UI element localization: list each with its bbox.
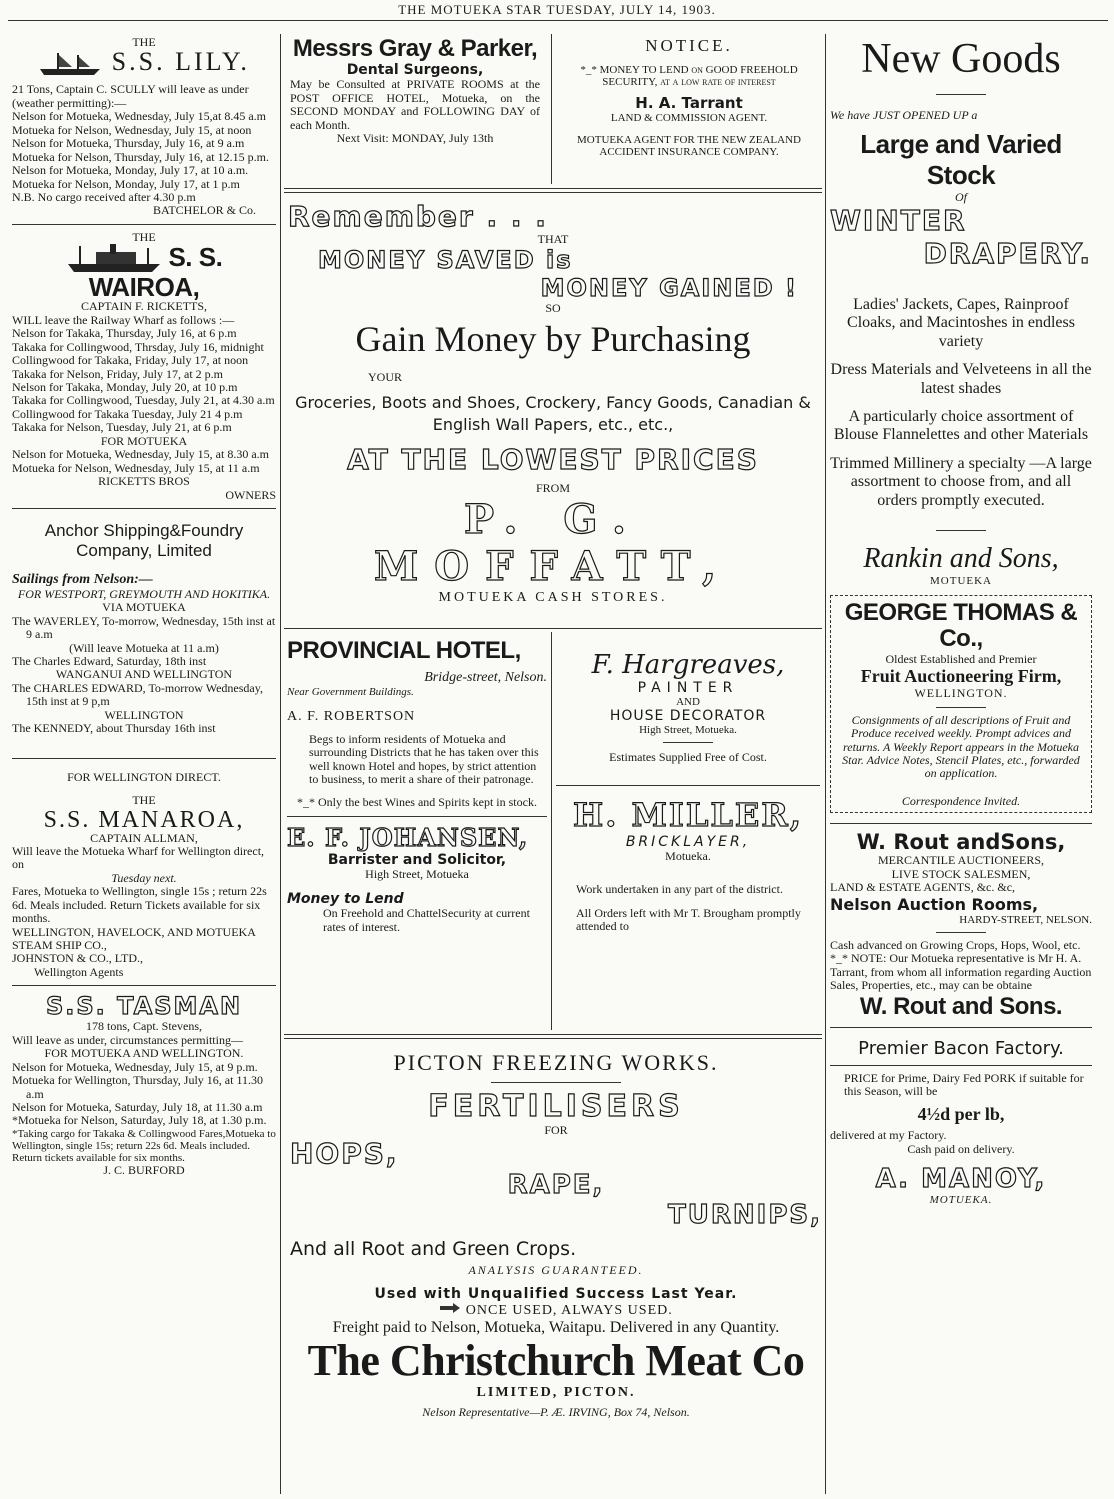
johansen-role: Barrister and Solicitor, <box>327 851 507 868</box>
wairoa-line: Takaka for Collingwood, Tuesday, July 21, at 4.30 a.m <box>12 393 275 408</box>
wairoa-owners: OWNERS <box>225 487 276 502</box>
lily-line: Motueka for Nelson, Thursday, July 16, at 12.15 p.m. <box>12 149 269 164</box>
rout-name: W. Rout andSons, <box>856 830 1066 855</box>
tasman-ad <box>12 992 276 1177</box>
newgoods-winter: WINTER <box>830 204 967 238</box>
george-thomas-ad <box>830 595 1092 813</box>
anchor-ad <box>12 521 276 736</box>
divider <box>830 1027 1092 1028</box>
tasman-tons: 178 tons, Capt. Stevens, <box>86 1019 202 1034</box>
lily-line: Nelson for Motueka, Wednesday, July 15,at 8.45 a.m <box>12 109 266 124</box>
wairoa-line: Collingwood for Takaka Tuesday, July 21 4 p.m <box>12 406 243 421</box>
bacon-cash: Cash paid on delivery. <box>907 1141 1015 1156</box>
divider <box>936 530 986 531</box>
picton-turnips: TURNIPS, <box>668 1200 822 1231</box>
lily-note: N.B. No cargo received after 4.30 p.m <box>12 189 196 204</box>
miller-work: Work undertaken in any part of the district. <box>576 882 783 897</box>
tasman-for: FOR MOTUEKA AND WELLINGTON. <box>44 1046 244 1061</box>
column-rule <box>551 632 552 1030</box>
lily-title <box>12 49 276 77</box>
wairoa-line: Takaka for Collingwood, Thrsday, July 16, midnight <box>12 339 264 354</box>
newgoods-blouse: A particularly choice assortment of Blouse Flannelettes and other Materials <box>833 408 1089 444</box>
anchor-sailings: Sailings from Nelson:— <box>12 571 153 587</box>
miller-place: Motueka. <box>665 848 711 863</box>
thomas-firm: Fruit Auctioneering Firm, <box>860 666 1062 687</box>
anchor-line: WELLINGTON <box>104 707 184 722</box>
moffatt-goods: Groceries, Boots and Shoes, Crockery, Fancy Goods, Canadian & English Wall Papers, etc., etc., <box>295 393 811 434</box>
gray-body: May be Consulted at PRIVATE ROOMS at the POST OFFICE HOTEL, Motueka, on the SECOND MONDAY and FOLLOWING DAY of each Month. <box>290 77 540 132</box>
section-rule <box>284 192 822 193</box>
tasman-name: S.S. TASMAN <box>45 992 243 1021</box>
rout-cash: Cash advanced on Growing Crops, Hops, Wool, etc. <box>830 937 1081 952</box>
provincial-body: Begs to inform residents of Motueka and surrounding Districts that he has taken over this well known Hotel and hopes, by strict attention to business, to merit a share of their patronage. <box>309 731 539 786</box>
tasman-note: *Taking cargo for Takaka & Collingwood Fares,Motueka to Wellington, single 15s; return 22s 6d. Meals included. Return tickets available for six months. <box>12 1127 276 1165</box>
picton-title: PICTON FREEZING WORKS. <box>393 1050 719 1075</box>
notice-ad <box>556 36 822 158</box>
gray-title: Messrs Gray & Parker, <box>292 35 538 62</box>
new-goods-ad <box>830 36 1092 587</box>
picton-freight: Freight paid to Nelson, Motueka, Waitapu. Delivered in any Quantity. <box>332 1319 780 1337</box>
johansen-address: High Street, Motueka <box>365 866 469 881</box>
johansen-lend: Money to Lend <box>287 891 404 908</box>
bacon-rate: 4½d per lb, <box>917 1104 1005 1125</box>
moffatt-stores: MOTUEKA CASH STORES. <box>438 589 668 605</box>
lily-ad <box>12 36 276 218</box>
moffatt-from: FROM <box>535 481 570 496</box>
wairoa-name: S. S. WAIROA, <box>88 242 223 303</box>
moffatt-remember: Remember . . . <box>288 200 548 233</box>
wairoa-line: Nelson for Takaka, Monday, July 20, at 10 p.m <box>12 380 238 395</box>
picton-once-text: ONCE USED, ALWAYS USED. <box>465 1302 673 1318</box>
divider <box>936 707 986 708</box>
picton-analysis: ANALYSIS GUARANTEED. <box>468 1263 644 1278</box>
wairoa-intro: WILL leave the Railway Wharf as follows :— <box>12 312 235 327</box>
johansen-body: On Freehold and ChattelSecurity at current rates of interest. <box>323 906 530 934</box>
thomas-city: WELLINGTON. <box>914 686 1008 701</box>
wairoa-title <box>12 242 276 303</box>
steamship-icon <box>66 244 162 274</box>
picton-fertilisers: FERTILISERS <box>428 1089 684 1124</box>
newgoods-of: Of <box>955 189 967 204</box>
bacon-factory-ad <box>830 1038 1092 1207</box>
divider <box>936 94 986 95</box>
wairoa-line: Collingwood for Takaka, Friday, July 17, at noon <box>12 353 249 368</box>
newgoods-opened: We have JUST OPENED UP a <box>830 108 978 123</box>
hargreaves-name: F. Hargreaves, <box>591 650 785 680</box>
section-rule <box>284 628 822 629</box>
hargreaves-painter: PAINTER <box>637 680 739 696</box>
rankin-place: MOTUEKA <box>930 574 992 587</box>
page-header: THE MOTUEKA STAR TUESDAY, JULY 14, 1903. <box>398 2 716 17</box>
wairoa-line: Takaka for Nelson, Friday, July 17, at 2 p.m <box>12 366 224 381</box>
manaroa-agents: Wellington Agents <box>34 964 124 979</box>
thomas-oldest: Oldest Established and Premier <box>885 651 1037 666</box>
rout-auctioneers: MERCANTILE AUCTIONEERS, <box>878 853 1044 868</box>
divider <box>491 1082 621 1083</box>
wairoa-the: THE <box>132 229 156 244</box>
moffatt-name: P. G. MOFFATT, <box>373 495 733 590</box>
column-rule <box>551 34 552 184</box>
moffatt-saved: MONEY SAVED is <box>318 246 573 275</box>
column-rule <box>280 34 281 1494</box>
tasman-intro: Will leave as under, circumstances permitting— <box>12 1032 243 1047</box>
tasman-signature: J. C. BURFORD <box>103 1163 185 1178</box>
lily-signature: BATCHELOR & Co. <box>152 203 256 218</box>
miller-name: H. MILLER, <box>572 795 804 834</box>
thomas-name: GEORGE THOMAS & Co., <box>844 599 1078 653</box>
thomas-body: Consignments of all descriptions of Fruit and Produce received weekly. Prompt advices and returns. A Weekly Report appears in the Motueka Star. Advice Notes, Stencil Plates, etc., forwarded on application. <box>842 712 1080 781</box>
moffatt-that: THAT <box>537 232 569 246</box>
miller-ad <box>556 796 820 934</box>
manaroa-agents: WELLINGTON, HAVELOCK, AND MOTUEKA STEAM SHIP CO., <box>12 924 256 953</box>
rout-rooms: Nelson Auction Rooms, <box>830 894 1039 914</box>
bacon-title: Premier Bacon Factory. <box>858 1037 1064 1059</box>
provincial-near: Near Government Buildings. <box>287 686 414 699</box>
notice-agent: MOTUEKA AGENT FOR THE NEW ZEALAND ACCIDENT INSURANCE COMPANY. <box>577 134 801 159</box>
tasman-line: Nelson for Motueka, Wednesday, July 15, at 9 p.m. <box>12 1059 258 1074</box>
miller-orders: All Orders left with Mr T. Brougham promptly attended to <box>576 905 801 934</box>
provincial-proprietor: A. F. ROBERTSON <box>287 708 416 724</box>
picton-ad <box>290 1050 822 1419</box>
newgoods-stock: Large and Varied Stock <box>860 128 1062 190</box>
moffatt-your: YOUR <box>368 369 403 384</box>
picton-for: FOR <box>544 1123 568 1137</box>
manaroa-ad <box>12 771 276 980</box>
manaroa-intro: Will leave the Motueka Wharf for Wellington direct, on <box>12 843 265 872</box>
provincial-hotel-ad <box>287 638 547 934</box>
rout-ad <box>830 830 1092 1020</box>
bacon-owner: A. MANOY, <box>875 1164 1047 1195</box>
wairoa-captain: CAPTAIN F. RICKETTS, <box>80 299 208 314</box>
gray-next-visit: Next Visit: MONDAY, July 13th <box>336 131 494 146</box>
tasman-line: Motueka for Wellington, Thursday, July 16, at 11.30 a.m <box>12 1073 264 1101</box>
anchor-line: (Will leave Motueka at 11 a.m) <box>69 640 219 655</box>
section-rule <box>284 188 822 189</box>
rout-street: HARDY-STREET, NELSON. <box>959 913 1092 926</box>
moffatt-gained: MONEY GAINED ! <box>540 274 798 303</box>
rout-salesmen: LIVE STOCK SALESMEN, <box>891 866 1031 881</box>
manaroa-when: Tuesday next. <box>111 870 177 885</box>
picton-hops: HOPS, <box>290 1137 399 1171</box>
lily-the: THE <box>132 35 156 49</box>
lily-name: S.S. LILY. <box>111 47 250 77</box>
wairoa-line: Motueka for Nelson, Wednesday, July 15, at 11 a.m <box>12 460 260 475</box>
column-1 <box>12 36 276 1178</box>
divider <box>936 932 986 933</box>
notice-money: *_* MONEY TO LEND on GOOD FREEHOLD SECURITY, at a low rate of interest <box>580 64 798 89</box>
lily-line: Nelson for Motueka, Monday, July 17, at 10 a.m. <box>12 163 249 178</box>
divider <box>12 224 276 225</box>
picton-limited: LIMITED, PICTON. <box>476 1385 636 1401</box>
hargreaves-house: HOUSE DECORATOR <box>609 708 767 725</box>
rout-agents: LAND & ESTATE AGENTS, &c. &c, <box>830 880 1016 895</box>
pointing-hand-icon <box>439 1302 461 1314</box>
notice-role: LAND & COMMISSION AGENT. <box>610 112 768 125</box>
divider <box>830 823 1092 824</box>
manaroa-agents: JOHNSTON & CO., LTD., <box>12 951 144 966</box>
newgoods-dress: Dress Materials and Velveteens in all the latest shades <box>830 361 1092 397</box>
manaroa-captain: CAPTAIN ALLMAN, <box>90 830 198 845</box>
divider <box>830 1065 1092 1066</box>
manaroa-name: S.S. MANAROA, <box>43 806 245 833</box>
picton-company: The Christchurch Meat Co <box>307 1336 805 1386</box>
newgoods-millinery: Trimmed Millinery a specialty —A large assortment to choose from, and all orders promptly executed. <box>830 454 1092 509</box>
rankin-name: Rankin and Sons, <box>863 542 1059 574</box>
moffatt-lowest: AT THE LOWEST PRICES <box>347 443 759 477</box>
anchor-line: WANGANUI AND WELLINGTON <box>55 667 233 682</box>
anchor-line: The WAVERLEY, To-morrow, Wednesday, 15th inst at 9 a.m <box>12 613 276 642</box>
bacon-price: PRICE for Prime, Dairy Fed PORK if suitable for this Season, will be <box>844 1070 1084 1098</box>
moffatt-so: SO <box>545 301 561 316</box>
hargreaves-address: High Street, Motueka. <box>639 724 737 737</box>
newgoods-drapery: DRAPERY. <box>923 237 1092 271</box>
manaroa-direct: FOR WELLINGTON DIRECT. <box>67 769 221 784</box>
anchor-line: The KENNEDY, about Thursday 16th inst <box>12 721 216 736</box>
tasman-line: Nelson for Motueka, Saturday, July 18, at 11.30 a.m <box>12 1099 263 1114</box>
notice-name: H. A. Tarrant <box>635 94 743 113</box>
divider <box>12 508 276 509</box>
wairoa-for-motueka: FOR MOTUEKA <box>100 433 188 448</box>
hargreaves-estimates: Estimates Supplied Free of Cost. <box>609 750 767 765</box>
anchor-line: The Charles Edward, Saturday, 18th inst <box>12 654 207 669</box>
wairoa-ad <box>12 231 276 502</box>
anchor-line: The CHARLES EDWARD, To-morrow Wednesday, 15th inst at 9 p,m <box>12 680 263 709</box>
lily-line: Motueka for Nelson, Monday, July 17, at 1 p.m <box>12 176 240 191</box>
wairoa-signature: RICKETTS BROS <box>98 474 190 489</box>
hargreaves-ad <box>556 650 820 934</box>
column-4 <box>830 36 1092 1206</box>
picton-used: Used with Unqualified Success Last Year. <box>374 1285 738 1302</box>
bacon-delivered: delivered at my Factory. <box>830 1128 947 1143</box>
manaroa-the: THE <box>132 793 156 808</box>
rout-note: *_* NOTE: Our Motueka representative is Mr H. A. Tarrant, from whom all information regarding Auction Sales, Properties, etc., may can be obtaine <box>830 951 1092 993</box>
provincial-title: PROVINCIAL HOTEL, <box>287 637 521 664</box>
newgoods-title: New Goods <box>861 36 1061 82</box>
manaroa-fares: Fares, Motueka to Wellington, single 15s ; return 22s 6d. Meals included. Return Tickets available for six months. <box>12 884 267 926</box>
anchor-via: VIA MOTUEKA <box>102 600 186 615</box>
rout-signature: W. Rout and Sons. <box>859 992 1063 1020</box>
provincial-wines: *_* Only the best Wines and Spirits kept in stock. <box>297 795 537 810</box>
divider <box>12 758 276 759</box>
miller-role: BRICKLAYER, <box>625 833 751 850</box>
anchor-title: Anchor Shipping&Foundry Company, Limited <box>44 520 244 561</box>
tasman-line: *Motueka for Nelson, Saturday, July 18, at 1.30 p.m. <box>12 1113 267 1128</box>
moffatt-gain: Gain Money by Purchasing <box>355 318 751 359</box>
wairoa-line: Takaka for Nelson, Tuesday, July 21, at 6 p.m <box>12 420 232 435</box>
picton-once <box>290 1302 822 1319</box>
picton-crops: And all Root and Green Crops. <box>290 1238 577 1261</box>
anchor-destinations: FOR WESTPORT, GREYMOUTH AND HOKITIKA. <box>17 586 271 601</box>
divider <box>12 985 276 986</box>
section-rule <box>284 1038 822 1039</box>
wairoa-line: Nelson for Takaka, Thursday, July 16, at 6 p.m <box>12 326 237 341</box>
lily-line: Motueka for Nelson, Wednesday, July 15, at noon <box>12 122 252 137</box>
notice-title: NOTICE. <box>645 36 733 55</box>
gray-parker-ad <box>284 36 546 146</box>
ship-icon <box>38 51 102 77</box>
picton-rape: RAPE, <box>507 1170 605 1201</box>
provincial-street: Bridge-street, Nelson. <box>424 670 547 686</box>
picton-representative: Nelson Representative—P. Æ. IRVING, Box 74, Nelson. <box>422 1404 690 1419</box>
gray-subtitle: Dental Surgeons, <box>346 62 484 79</box>
divider <box>287 816 547 817</box>
newgoods-jackets: Ladies' Jackets, Capes, Rainproof Cloaks, and Macintoshes in endless variety <box>847 296 1075 350</box>
thomas-correspondence: Correspondence Invited. <box>901 793 1021 808</box>
divider <box>663 742 713 743</box>
column-rule <box>825 34 826 1494</box>
lily-line: Nelson for Motueka, Thursday, July 16, at 9 a.m <box>12 136 245 151</box>
divider <box>556 785 820 786</box>
moffatt-ad <box>288 200 818 606</box>
johansen-name: E. F. JOHANSEN, <box>287 822 529 852</box>
wairoa-line: Nelson for Motueka, Wednesday, July 15, at 8.30 a.m <box>12 447 269 462</box>
bacon-place: MOTUEKA. <box>929 1194 993 1207</box>
header-rule <box>8 20 1108 21</box>
section-rule <box>284 1034 822 1035</box>
lily-intro: 21 Tons, Captain C. SCULLY will leave as under (weather permitting):— <box>12 82 249 110</box>
hargreaves-and: AND <box>676 696 700 709</box>
